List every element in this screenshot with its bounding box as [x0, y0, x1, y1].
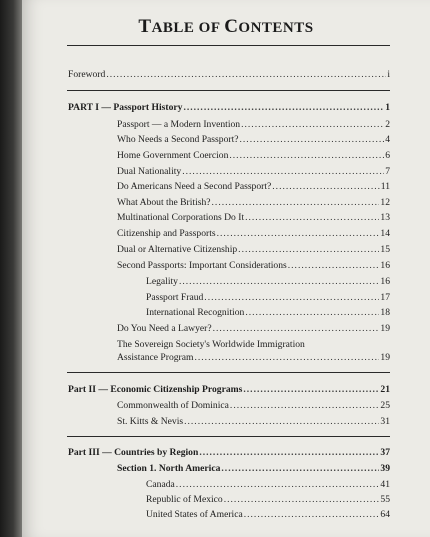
toc-entry: Assistance Program ..... 19 [117, 352, 390, 363]
toc-entry-part-2: Part II — Economic Citizenship Programs ..... 21 [68, 384, 390, 395]
page-title: TABLE OF CONTENTS [138, 16, 314, 37]
toc-entry-section-1: Section 1. North America ..... 39 [117, 463, 390, 474]
toc-entry: St. Kitts & Nevis ..... 31 [117, 416, 390, 427]
section-rule [67, 90, 390, 91]
toc-entry: Dual or Alternative Citizenship ..... 15 [117, 244, 390, 255]
toc-entry-part-1: PART I — Passport History ..... 1 [68, 102, 390, 113]
toc-subentry: International Recognition ..... 18 [146, 307, 390, 318]
toc-subentry: Canada ..... 41 [146, 479, 390, 490]
toc-entry: Multinational Corporations Do It ..... 13 [117, 212, 390, 223]
toc-entry-foreword: Foreword ..... i [68, 69, 390, 80]
toc-subentry: Passport Fraud ..... 17 [146, 292, 390, 303]
book-spine-shadow [0, 0, 22, 537]
toc-entry: Second Passports: Important Considerations ..... 16 [117, 260, 390, 271]
toc-entry: Do You Need a Lawyer? ..... 19 [117, 323, 390, 334]
toc-entry: Home Government Coercion ..... 6 [117, 150, 390, 161]
toc-entry-part-3: Part III — Countries by Region ..... 37 [68, 447, 390, 458]
toc-entry: Commonwealth of Dominica ..... 25 [117, 400, 390, 411]
toc-entry: What About the British? ..... 12 [117, 197, 390, 208]
toc-entry: Passport — a Modern Invention ..... 2 [117, 119, 390, 130]
toc-subentry: Legality ..... 16 [146, 276, 390, 287]
section-rule [67, 372, 390, 373]
toc-entry: Do Americans Need a Second Passport? ..... 11 [117, 181, 390, 192]
title-rule [67, 45, 390, 46]
toc-entry: Who Needs a Second Passport? ..... 4 [117, 134, 390, 145]
section-rule [67, 436, 390, 437]
toc-subentry: Republic of Mexico ..... 55 [146, 494, 390, 505]
toc-entry: Citizenship and Passports ..... 14 [117, 228, 390, 239]
toc-entry-line: The Sovereign Society's Worldwide Immigration [117, 339, 305, 350]
toc-subentry: United States of America ..... 64 [146, 509, 390, 520]
toc-entry: Dual Nationality ..... 7 [117, 166, 390, 177]
